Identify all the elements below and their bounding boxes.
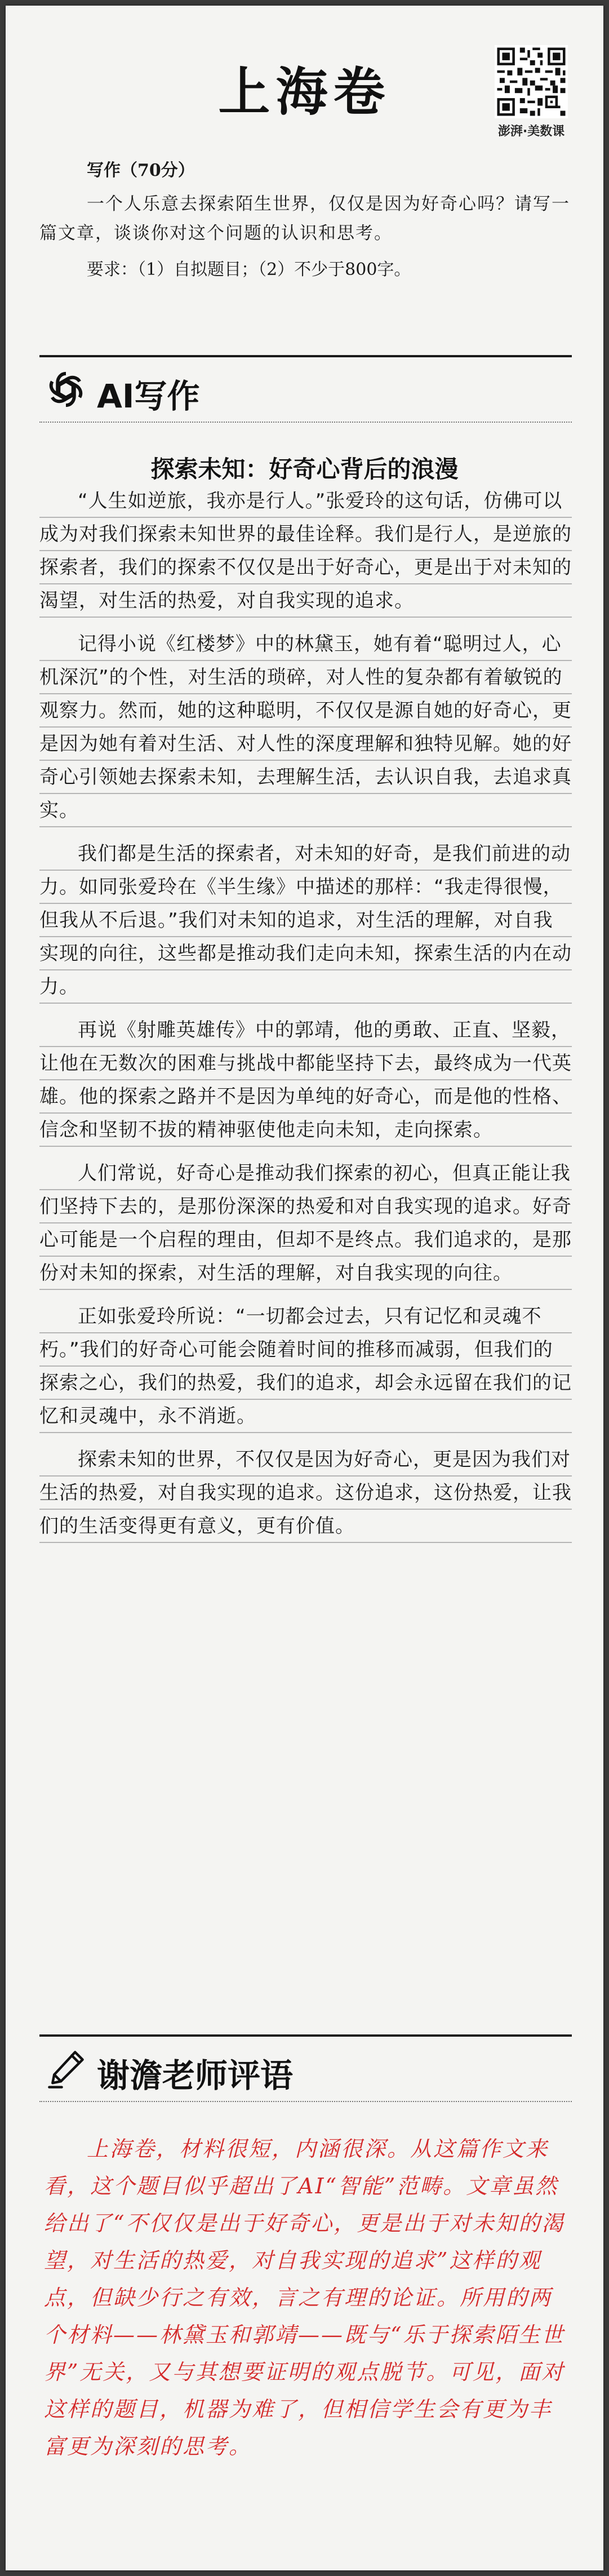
dotted-divider <box>39 2101 572 2102</box>
essay-paragraph: “人生如逆旅，我亦是行人。”张爱玲的这句话，仿佛可以成为对我们探索未知世界的最佳诠释。我们是行人，是逆旅的探索者，我们的探索不仅仅是出于好奇心，更是出于对未知的渴望，对生活的热爱，对自我实现的追求。 <box>39 485 572 618</box>
essay-paragraph: 我们都是生活的探索者，对未知的好奇，是我们前进的动力。如同张爱玲在《半生缘》中描述的那样：“我走得很慢，但我从不后退。”我们对未知的追求，对生活的理解，对自我实现的向往，这些都是推动我们走向未知，探索生活的内在动力。 <box>39 837 572 1004</box>
writing-prompt <box>39 157 572 284</box>
divider <box>39 355 572 357</box>
divider <box>39 2034 572 2037</box>
qr-code-icon <box>495 45 568 118</box>
teacher-section-title: 谢澹老师评语 <box>97 2056 294 2095</box>
exam-sheet <box>6 6 603 2570</box>
essay-title: 探索未知：好奇心背后的浪漫 <box>150 455 459 483</box>
header <box>6 6 603 152</box>
prompt-body: 一个人乐意去探索陌生世界，仅仅是因为好奇心吗？请写一篇文章，谈谈你对这个问题的认识和思考。 <box>39 194 570 243</box>
essay-paragraph: 再说《射雕英雄传》中的郭靖，他的勇敢、正直、坚毅，让他在无数次的困难与挑战中都能坚持下去，最终成为一代英雄。他的探索之路并不是因为单纯的好奇心，而是他的性格、信念和坚韧不拔的精神驱使他走向未知，走向探索。 <box>39 1014 572 1147</box>
essay-paragraph: 探索未知的世界，不仅仅是因为好奇心，更是因为我们对生活的热爱，对自我实现的追求。这份追求，这份热爱，让我们的生活变得更有意义，更有价值。 <box>39 1443 572 1543</box>
ai-section-title: AI写作 <box>97 377 200 415</box>
pen-icon <box>45 2048 87 2090</box>
qr-caption: 澎湃·美数课 <box>497 125 565 139</box>
prompt-requirements: 要求：（1）自拟题目；（2）不少于800字。 <box>87 260 411 280</box>
prompt-label: 写作（70分） <box>87 161 195 180</box>
page-title: 上海卷 <box>218 62 391 122</box>
dotted-divider <box>39 422 572 423</box>
teacher-comment: 上海卷，材料很短，内涵很深。从这篇作文来看，这个题目似乎超出了AI“智能”范畴。文章虽然给出了“不仅仅是出于好奇心，更是出于对未知的渴望，对生活的热爱，对自我实现的追求”这样的观点，但缺少行之有效，言之有理的论证。所用的两个材料——林黛玉和郭靖——既与“乐于探索陌生世界”无关，又与其想要证明的观点脱节。可见，面对这样的题目，机器为难了，但相信学生会有更为丰富更为深刻的思考。 <box>44 2136 565 2459</box>
essay-paragraph: 正如张爱玲所说：“一切都会过去，只有记忆和灵魂不朽。”我们的好奇心可能会随着时间的推移而减弱，但我们的探索之心，我们的热爱，我们的追求，却会永远留在我们的记忆和灵魂中，永不消逝。 <box>39 1300 572 1433</box>
essay-body <box>39 485 572 1553</box>
openai-logo-icon <box>45 369 87 410</box>
essay-paragraph: 人们常说，好奇心是推动我们探索的初心，但真正能让我们坚持下去的，是那份深深的热爱和对自我实现的追求。好奇心可能是一个启程的理由，但却不是终点。我们追求的，是那份对未知的探索，对生活的理解，对自我实现的向往。 <box>39 1157 572 1290</box>
essay-paragraph: 记得小说《红楼梦》中的林黛玉，她有着“聪明过人，心机深沉”的个性，对生活的琐碎，对人性的复杂都有着敏锐的观察力。然而，她的这种聪明，不仅仅是源自她的好奇心，更是因为她有着对生活、对人性的深度理解和独特见解。她的好奇心引领她去探索未知，去理解生活，去认识自我，去追求真实。 <box>39 628 572 827</box>
